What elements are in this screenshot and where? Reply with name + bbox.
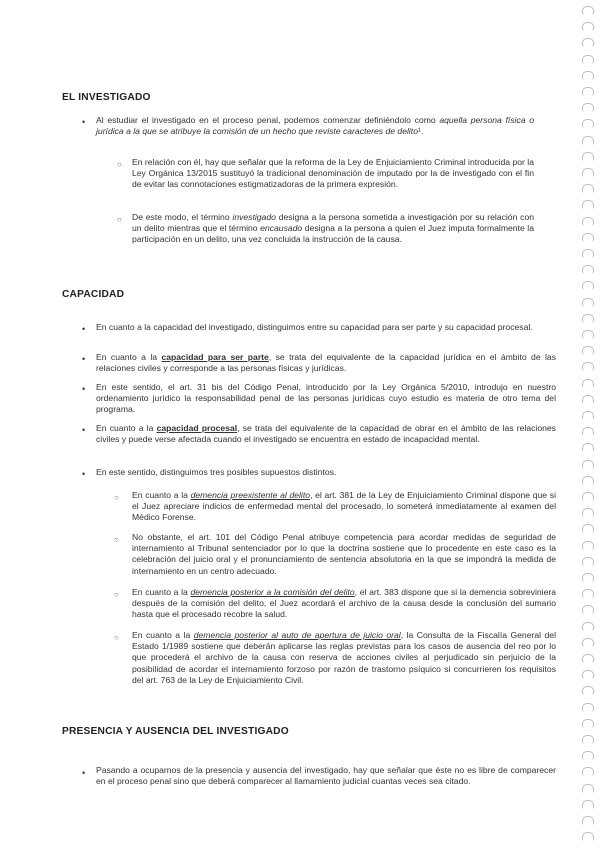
binder-ring [582,638,594,647]
paragraph-demencia-preexistente [132,490,556,524]
binder-ring [582,71,594,80]
binder-ring [582,346,594,355]
underlined-term: demencia preexistente al delito [190,490,311,500]
binder-ring [582,55,594,64]
sub-bullet-icon: ○ [114,493,119,502]
binder-ring [582,38,594,47]
binder-ring [582,6,594,15]
bullet-icon: • [82,117,86,127]
text-segment: En cuanto a la [96,352,162,362]
binder-ring [582,314,594,323]
sub-bullet-icon: ○ [114,633,119,642]
bullet-icon: • [82,324,86,334]
text-segment: , el art. 381 de la Ley de Enjuiciamiento Criminal dispone que si el Juez apreciare indicios de enfermedad mental del procesado, lo someterá inmediatamente al examen del Médico Forense. [132,490,556,523]
paragraph-definition [96,115,534,137]
binder-ring-column [582,0,596,848]
sub-bullet-icon: ○ [117,215,122,224]
paragraph-art101: No obstante, el art. 101 del Código Penal atribuye competencia para acordar medidas de seguridad de internamiento al Tribunal sentenciador por lo que la doctrina sostiene que lo procedente en este caso es la celebración del juicio oral y el pronunciamiento de sentencia absolutoria en la que se impondrá la medida de internamiento en un centro adecuado. [132,532,556,576]
binder-ring [582,719,594,728]
text-segment: En cuanto a la [96,423,157,433]
section-heading-capacidad: CAPACIDAD [62,289,125,300]
binder-ring [582,395,594,404]
text-segment: En cuanto a la [132,490,191,500]
paragraph-juicio-oral [132,630,556,686]
binder-ring [582,265,594,274]
sub-bullet-icon: ○ [114,535,119,544]
binder-ring [582,427,594,436]
bullet-icon: • [82,425,86,435]
italic-segment: aquella persona física o jurídica a la que se atribuye la comisión de un hecho que reviste caracteres de delito [96,115,534,137]
binder-ring [582,508,594,517]
section-heading-presencia: PRESENCIA Y AUSENCIA DEL INVESTIGADO [62,726,289,737]
binder-ring [582,492,594,501]
section-heading-investigado: EL INVESTIGADO [62,92,151,103]
paragraph-termino [132,212,534,246]
text-segment: , el art. 383 dispone que si la demencia sobreviniera después de la comisión del delito, el Juez acordará el archivo de la causa desde la conclusión del sumario hasta que el procesado recobre la salud. [132,587,556,620]
text-segment: designa a la persona a quien el Juez imputa formalmente la participación en un delito, una vez concluida la instrucción de la causa. [132,223,534,245]
binder-ring [582,800,594,809]
binder-ring [582,589,594,598]
text-segment: En cuanto a la [132,587,191,597]
binder-ring [582,362,594,371]
sub-bullet-icon: ○ [114,590,119,599]
binder-ring [582,217,594,226]
binder-ring [582,298,594,307]
text-segment: Al estudiar el investigado en el proceso penal, podemos comenzar definiéndolo como [96,115,440,125]
underlined-term: capacidad para ser parte [161,352,269,362]
binder-ring [582,281,594,290]
binder-ring [582,460,594,469]
underlined-term: demencia posterior a la comisión del delito [190,587,355,597]
bullet-icon: • [82,768,86,778]
binder-ring [582,200,594,209]
underlined-term: demencia posterior al auto de apertura de juicio oral [193,630,401,640]
binder-ring [582,816,594,825]
text-segment: , se trata del equivalente de la capacidad jurídica en el ámbito de las relaciones civiles y corresponde a las personas físicas y jurídicas. [96,352,557,374]
italic-segment: investigado [232,212,276,222]
binder-ring [582,184,594,193]
bullet-icon: • [82,384,86,394]
bullet-icon: • [82,354,86,364]
binder-ring [582,557,594,566]
text-segment: De este modo, el término [132,212,233,222]
binder-ring [582,573,594,582]
binder-ring [582,22,594,31]
binder-ring [582,168,594,177]
binder-ring [582,136,594,145]
italic-segment: encausado [260,223,303,234]
binder-ring [582,524,594,533]
binder-ring [582,735,594,744]
text-segment: En cuanto a la [132,630,194,640]
paragraph-art31: En este sentido, el art. 31 bis del Código Penal, introducido por la Ley Orgánica 5/2010, introdujo en nuestro ordenamiento jurídico la responsabilidad penal de las personas jurídicas cuyo estudio es materia de otro tema del programa. [96,382,556,415]
paragraph-reforma: En relación con él, hay que señalar que la reforma de la Ley de Enjuiciamiento Criminal introducida por la Ley Orgánica 13/2015 sustituyó la tradicional denominación de imputado por la de investigado con el fin de evitar las connotaciones estigmatizadoras de la primera expresión. [132,157,534,190]
paragraph-capacidad-intro: En cuanto a la capacidad del investigado, distinguimos entre su capacidad para ser parte y su capacidad procesal. [96,322,533,332]
binder-ring [582,87,594,96]
binder-ring [582,605,594,614]
binder-ring [582,832,594,841]
paragraph-demencia-posterior [132,587,556,621]
paragraph-capacidad-parte [96,352,556,374]
binder-ring [582,703,594,712]
bullet-icon: • [82,469,86,479]
paragraph-presencia: Pasando a ocuparnos de la presencia y ausencia del investigado, hay que señalar que éste no es libre de comparecer en el proceso penal sino que deberá comparecer al llamamiento judicial cuantas veces sea citado. [96,765,556,787]
binder-ring [582,119,594,128]
binder-ring [582,249,594,258]
binder-ring [582,379,594,388]
binder-ring [582,330,594,339]
binder-ring [582,443,594,452]
binder-ring [582,152,594,161]
binder-ring [582,686,594,695]
binder-ring [582,411,594,420]
text-segment: designa a la persona sometida a investigación por su relación con un delito mientras que el término [132,212,535,234]
paragraph-supuestos: En este sentido, distinguimos tres posibles supuestos distintos. [96,467,337,477]
binder-ring [582,541,594,550]
text-segment: , se trata del equivalente de la capacidad de obrar en el ámbito de las relaciones civiles y puede verse afectada cuando el investigado se encuentra en estado de incapacidad mental. [96,423,556,445]
binder-ring [582,670,594,679]
binder-ring [582,654,594,663]
binder-ring [582,233,594,242]
sub-bullet-icon: ○ [117,160,122,169]
binder-ring [582,751,594,760]
underlined-term: capacidad procesal [156,423,238,433]
footnote-ref: ¹. [417,126,424,137]
text-segment: , la Consulta de la Fiscalía General del Estado 1/1989 sostiene que deberán aplicarse las reglas previstas para los casos de ausencia del reo por lo que procederá el archivo de la causa con reserva de acciones civiles al perjudicado sin perjuicio de la posibilidad de acordar el internamiento forzoso por razón de trastorno psíquico si concurrieren los requisitos del art. 763 de la Ley de Enjuiciamiento Civil. [132,630,556,685]
binder-ring [582,622,594,631]
binder-ring [582,476,594,485]
binder-ring [582,784,594,793]
binder-ring [582,767,594,776]
paragraph-capacidad-procesal [96,423,556,445]
binder-ring [582,103,594,112]
